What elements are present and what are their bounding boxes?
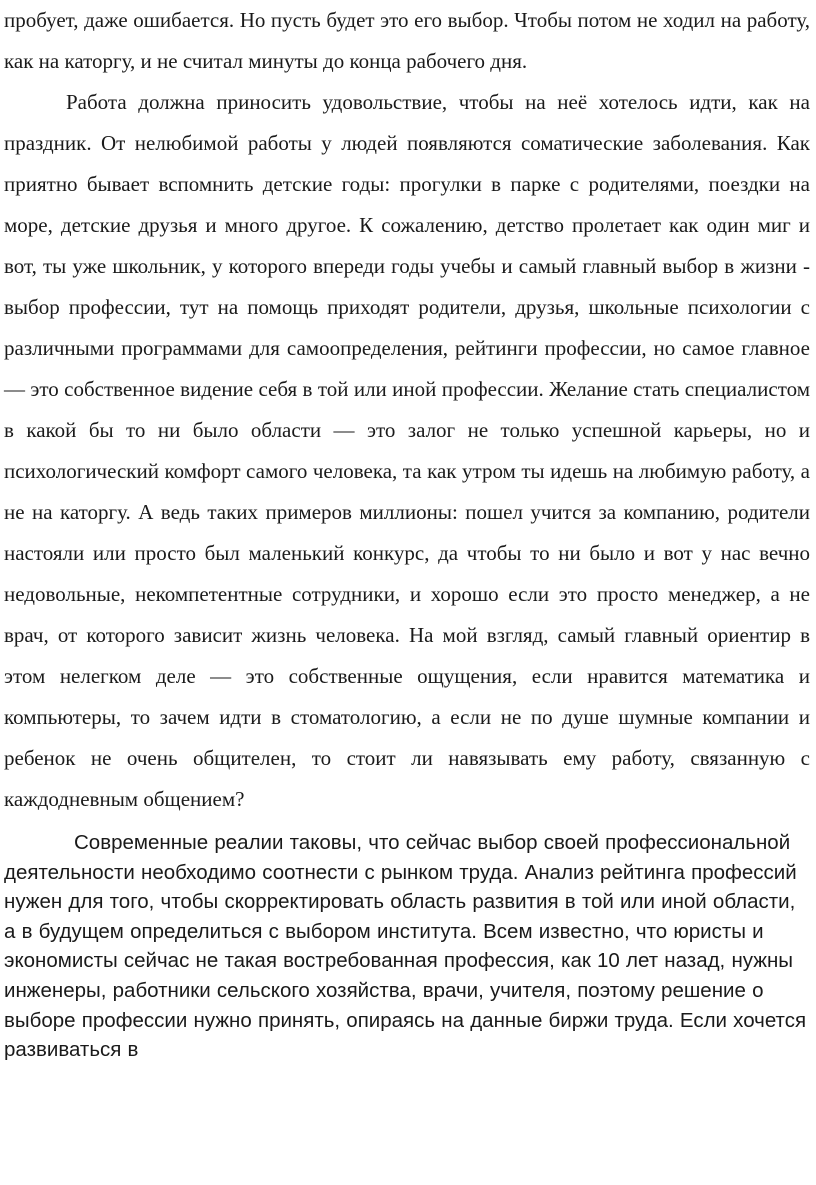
paragraph-modern-realities: Современные реалии таковы, что сейчас выбор своей профессиональной деятельности необходимо соотнести с рынком труда. Анализ рейтинга профессий нужен для того, чтобы скорректировать область развития в той или иной области, а в будущем определиться с выбором института. Всем известно, что юристы и экономисты сейчас не такая востребованная профессия, как 10 лет назад, нужны инженеры, работники сельского хозяйства, врачи, учителя, поэтому решение о выборе профессии нужно принять, опираясь на данные биржи труда. Если хочется развиваться в [4,831,807,1062]
paragraph-continuation: пробует, даже ошибается. Но пусть будет это его выбор. Чтобы потом не ходил на работу, как на каторгу, и не считал минуты до конца рабочего дня. [4,8,810,73]
paragraph-work-enjoyment: Работа должна приносить удовольствие, чтобы на неё хотелось идти, как на праздник. От нелюбимой работы у людей появляются соматические заболевания. Как приятно бывает вспомнить детские годы: прогулки в парке с родителями, поездки на море, детские друзья и много другое. К сожалению, детство пролетает как один миг и вот, ты уже школьник, у которого впереди годы учебы и самый главный выбор в жизни - выбор профессии, тут на помощь приходят родители, друзья, школьные психологии с различными программами для самоопределения, рейтинги профессии, но самое главное — это собственное видение себя в той или иной профессии. Желание стать специалистом в какой бы то ни было области — это залог не только успешной карьеры, но и психологический комфорт самого человека, та как утром ты идешь на любимую работу, а не на каторгу. А ведь таких примеров миллионы: пошел учится за компанию, родители настояли или просто был маленький конкурс, да чтобы то ни было и вот у нас вечно недовольные, некомпетентные сотрудники, и хорошо если это просто менеджер, а не врач, от которого зависит жизнь человека. На мой взгляд, самый главный ориентир в этом нелегком деле — это собственные ощущения, если нравится математика и компьютеры, то зачем идти в стоматологию, а если не по душе шумные компании и ребенок не очень общителен, то стоит ли навязывать ему работу, связанную с каждодневным общением? [4,90,810,811]
